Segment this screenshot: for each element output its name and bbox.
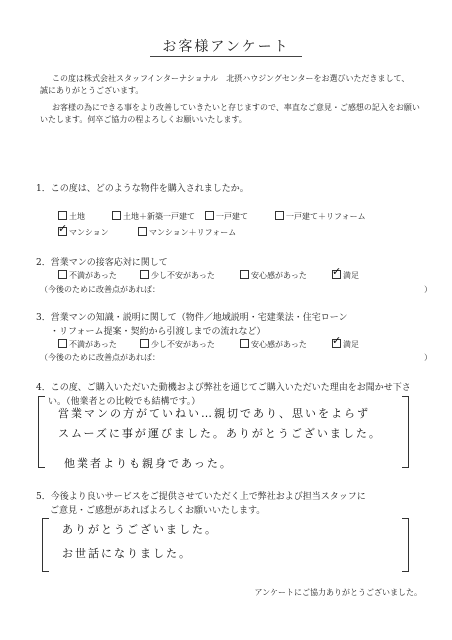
checkbox[interactable]	[240, 339, 249, 348]
checkbox[interactable]	[58, 270, 67, 279]
checkbox[interactable]	[58, 211, 67, 220]
intro-line-1: この度は株式会社スタッフインターナショナル 北摂ハウジングセンターをお選びいただきまして、	[52, 74, 410, 83]
intro-line-4: いたします。何卒ご協力の程よろしくお願いいたします。	[40, 115, 247, 124]
footer-thanks: アンケートにご協力ありがとうございました。	[254, 588, 422, 597]
q5-bracket-left	[42, 518, 49, 572]
q5-bracket-right	[402, 518, 409, 572]
q3-option-1[interactable]: 不満があった	[58, 339, 117, 350]
checkbox[interactable]	[205, 211, 214, 220]
q4-answer-line-2: スムーズに事が運びました。ありがとうございました。	[58, 427, 382, 440]
checkbox-checked[interactable]	[332, 339, 341, 348]
q1-option-4[interactable]: 一戸建て＋リフォーム	[275, 211, 366, 222]
q2-option-1[interactable]: 不満があった	[58, 270, 117, 281]
q2-text: 2．営業マンの接客応対に関して	[36, 258, 168, 268]
q3-option-2[interactable]: 少し不安があった	[140, 339, 215, 350]
intro-line-2: 誠にありがとうございます。	[40, 86, 144, 95]
q5-text-1: 5．今後より良いサービスをご提供させていただく上で弊社および担当スタッフに	[36, 492, 366, 502]
q2-improve-close: ）	[424, 285, 432, 294]
q3-improve-close: ）	[424, 353, 432, 362]
q1-option-5[interactable]: ✓マンション	[58, 227, 109, 238]
checkbox[interactable]	[112, 211, 121, 220]
q2-improve-label: （今後のために改善点があれば：	[40, 285, 160, 294]
q2-option-3[interactable]: 安心感があった	[240, 270, 307, 281]
checkbox[interactable]	[58, 339, 67, 348]
q5-answer-line-1: ありがとうございました。	[62, 523, 218, 536]
q1-option-1[interactable]: 土地	[58, 211, 85, 222]
checkbox-checked[interactable]	[58, 227, 67, 236]
title-underline	[150, 56, 302, 57]
q5-text-2: ご意見・ご感想があればよろしくお願いいたします。	[50, 506, 266, 516]
q2-option-2[interactable]: 少し不安があった	[140, 270, 215, 281]
page-title: お客様アンケート	[162, 39, 290, 55]
checkbox-checked[interactable]	[332, 270, 341, 279]
q4-text-1: 4．この度、ご購入いただいた動機および弊社を通じてご購入いただいた理由をお聞かせ下さ	[36, 383, 411, 393]
checkbox[interactable]	[138, 227, 147, 236]
checkbox[interactable]	[240, 270, 249, 279]
q2-option-4[interactable]: ✓ 満足	[332, 270, 359, 281]
checkbox[interactable]	[275, 211, 284, 220]
q4-bracket-right	[402, 396, 409, 468]
q3-text-2: ・リフォーム提案・契約から引渡しまでの流れなど）	[50, 327, 266, 337]
q1-option-3[interactable]: 一戸建て	[205, 211, 248, 222]
q4-text-2: い。（他業者との比較でも結構です。）	[48, 397, 201, 407]
checkbox[interactable]	[140, 270, 149, 279]
q1-option-2[interactable]: 土地＋新築一戸建て	[112, 211, 195, 222]
q4-answer-line-3: 他業者よりも親身であった。	[64, 457, 233, 470]
checkbox[interactable]	[140, 339, 149, 348]
q3-option-4[interactable]: ✓ 満足	[332, 339, 359, 350]
q4-answer-line-1: 営業マンの方がていねい…親切であり、思いをよらず	[58, 407, 370, 420]
q3-option-3[interactable]: 安心感があった	[240, 339, 307, 350]
intro-line-3: お客様の為にできる事をより改善していきたいと存じますので、率直なご意見・ご感想の記入をお願い	[52, 103, 420, 112]
q5-answer-line-2: お世話になりました。	[62, 547, 192, 560]
q1-text: 1．この度は、どのような物件を購入されましたか。	[36, 184, 249, 194]
q1-option-6[interactable]: マンション＋リフォーム	[138, 227, 236, 238]
q4-bracket-left	[38, 396, 45, 468]
q3-text-1: 3．営業マンの知識・説明に関して（物件／地域説明・宅建業法・住宅ローン	[36, 313, 348, 323]
q3-improve-label: （今後のために改善点があれば：	[40, 353, 160, 362]
